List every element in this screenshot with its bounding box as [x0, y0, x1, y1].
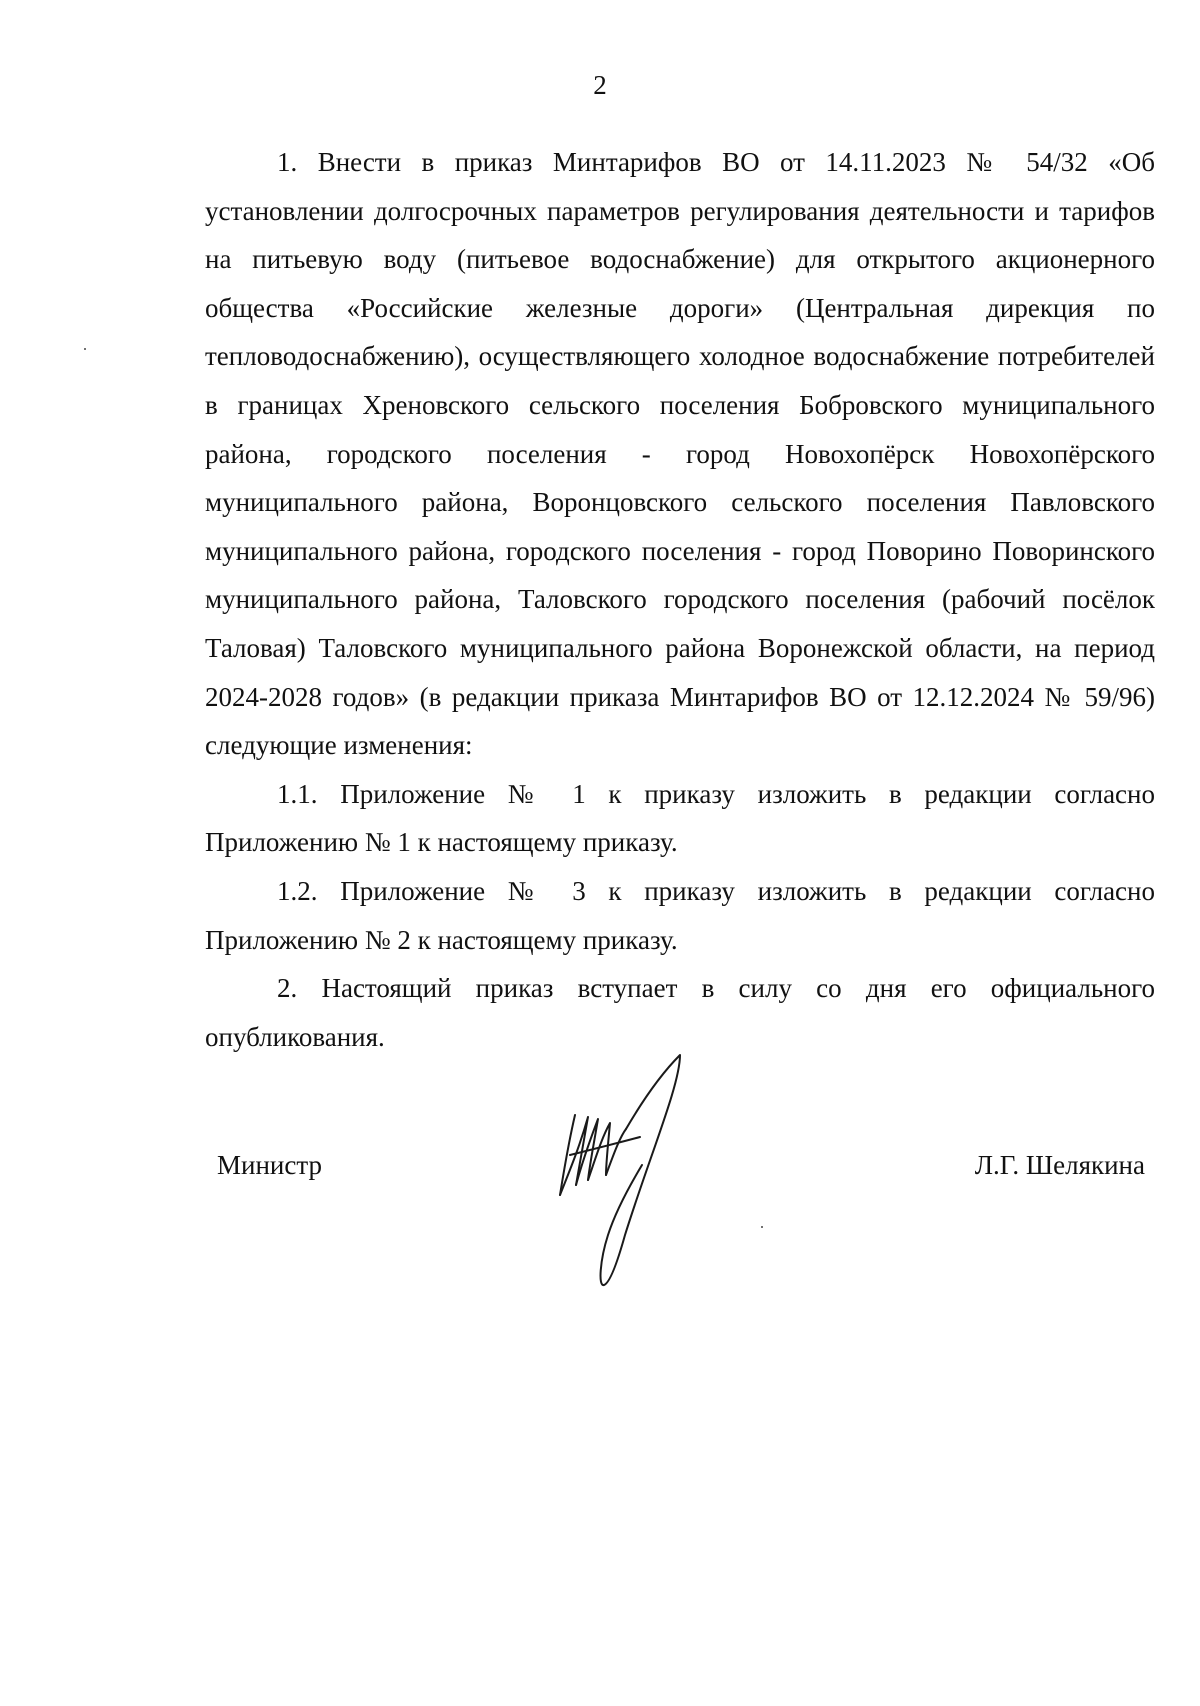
paragraph-1-1: 1.1. Приложение № 1 к приказу изложить в редакции согласно Приложению № 1 к настоящему приказу. — [205, 778, 1155, 858]
handwritten-signature — [530, 1045, 730, 1305]
paragraph-1-2: 1.2. Приложение № 3 к приказу изложить в редакции согласно Приложению № 2 к настоящему приказу. — [205, 875, 1155, 955]
scan-speck — [84, 348, 86, 350]
scan-speck — [761, 1226, 763, 1228]
paragraph-2: 2. Настоящий приказ вступает в силу со дня его официального опубликования. — [205, 973, 1155, 1052]
paragraph-1: 1. Внести в приказ Минтарифов ВО от 14.11.2023 № 54/32 «Об установлении долгосрочных параметров регулирования деятельности и тарифов на питьевую воду (питьевое водоснабжение) для открытого акционерного общества «Российские железные дороги» (Центральная дирекция по тепловодоснабжению), осуществляющего холодное водоснабжение потребителей в границах Хреновского сельского поселения Бобровского муниципального района, городского поселения - город Новохопёрск Новохопёрского муниципального района, Воронцовского сельского поселения Павловского муниципального района, городского поселения - город Поворино Поворинского муниципального района, Таловского городского поселения (рабочий посёлок Таловая) Таловского муниципального района Воронежской области, на период 2024-2028 годов» (в редакции приказа Минтарифов ВО от 12.12.2024 № 59/96) следующие изменения: — [205, 147, 1155, 761]
page-number: 2 — [593, 70, 607, 100]
signer-name: Л.Г. Шелякина — [974, 1150, 1145, 1180]
signer-title: Министр — [217, 1150, 322, 1180]
document-body — [205, 138, 1155, 1061]
